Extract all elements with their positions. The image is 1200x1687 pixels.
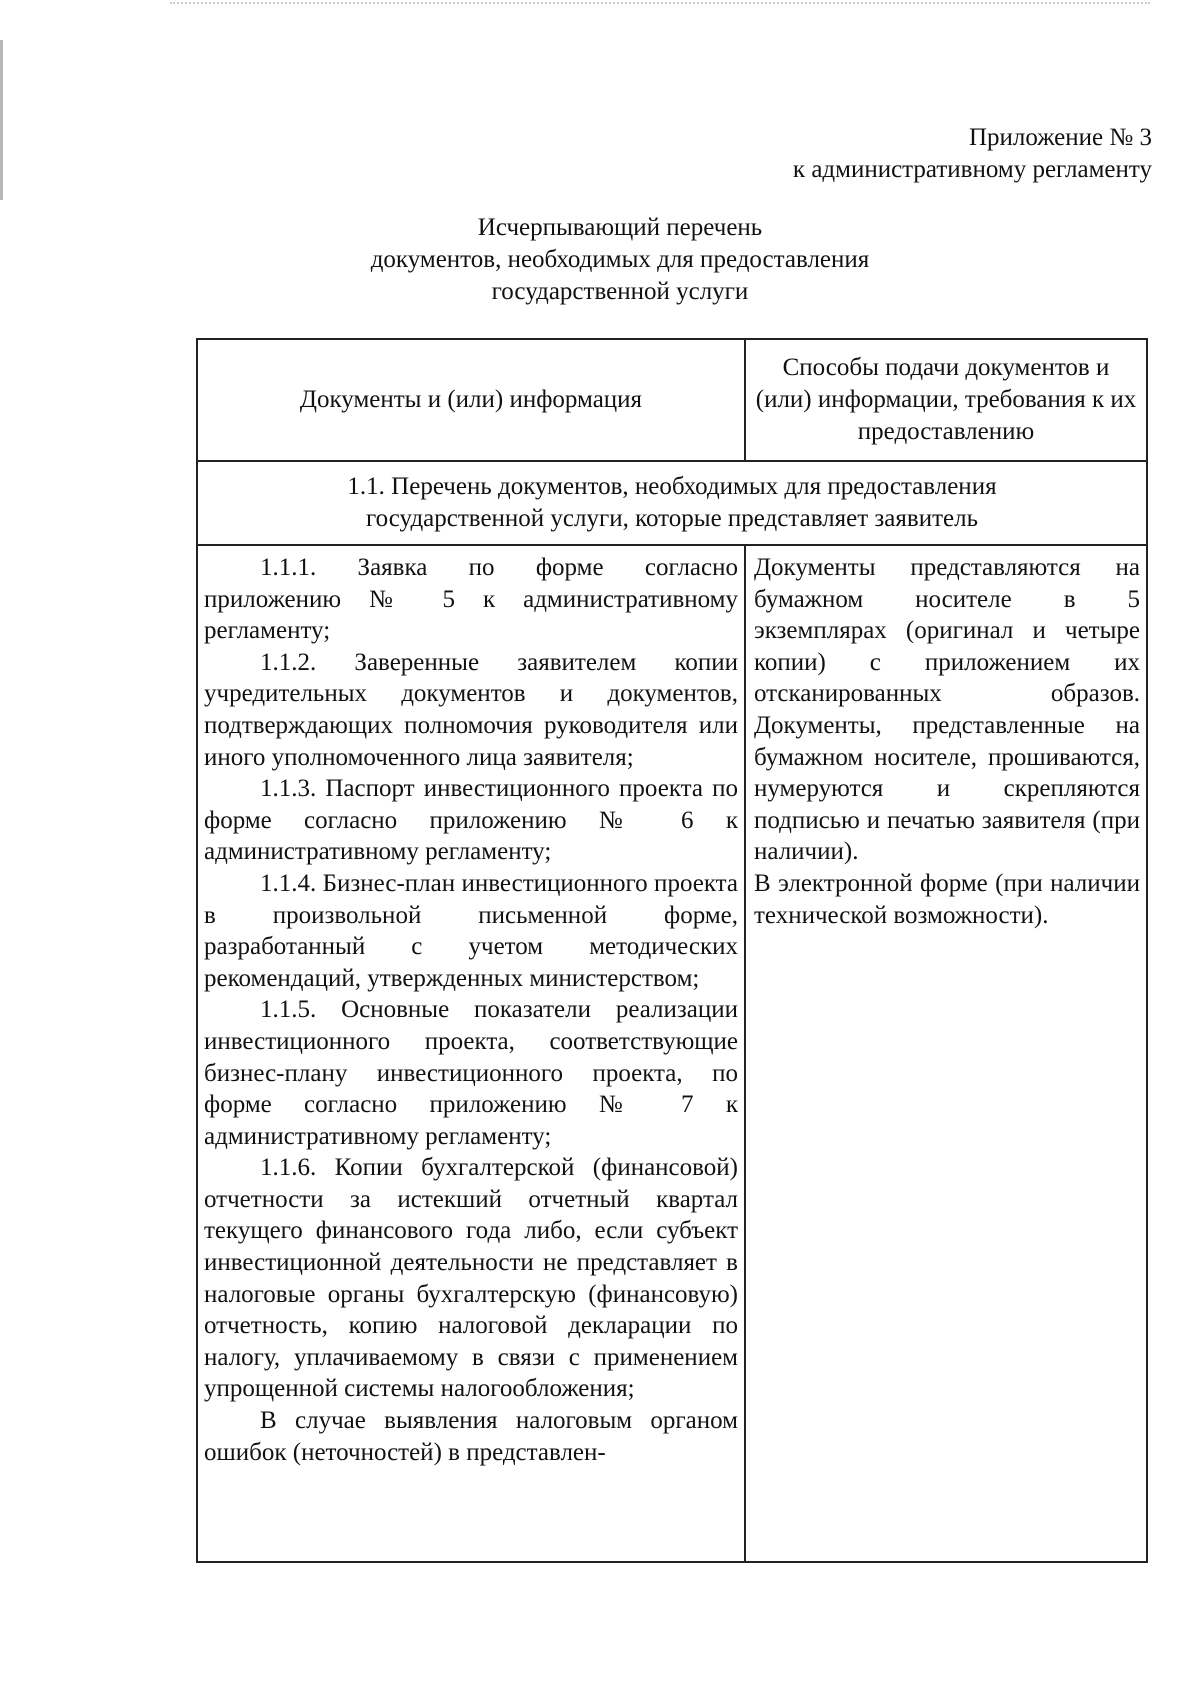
documents-list-cell xyxy=(197,545,745,1562)
document-item: 1.1.4. Бизнес-план инвестиционного проекта в произвольной письменной форме, разработанный с учетом методических рекомендаций, утвержденных министерством; xyxy=(204,869,738,992)
document-item: 1.1.6. Копии бухгалтерской (финансовой) отчетности за истекший отчетный квартал текущего финансового года либо, если субъект инвестиционной деятельности не представляет в налоговые органы бухгалтерскую (финансовую) отчетность, копию налоговой декларации по налогу, уплачиваемому в связи с применением упрощенной системы налогообложения; xyxy=(204,1154,738,1403)
submission-methods-cell xyxy=(745,545,1147,1562)
attachment-number: Приложение № 3 xyxy=(968,124,1152,151)
document-title xyxy=(300,212,940,308)
title-line-1: Исчерпывающий перечень xyxy=(477,214,763,241)
document-item: 1.1.5. Основные показатели реализации инвестиционного проекта, соответствующие бизнес-плану инвестиционного проекта, по форме согласно приложению № 7 к административному регламенту; xyxy=(204,996,738,1150)
document-item: В случае выявления налоговым органом ошибок (неточностей) в представлен- xyxy=(204,1407,738,1466)
scan-edge-left xyxy=(0,40,3,200)
scan-edge-top xyxy=(170,2,1150,8)
section-heading-line-1: 1.1. Перечень документов, необходимых для предоставления xyxy=(347,473,997,500)
title-line-2: документов, необходимых для предоставления xyxy=(370,246,870,273)
section-heading-1-1 xyxy=(197,461,1147,545)
document-item: 1.1.2. Заверенные заявителем копии учредительных документов и документов, подтверждающих полномочия руководителя или иного уполномоченного лица заявителя; xyxy=(204,648,738,771)
attachment-regulation: к административному регламенту xyxy=(792,156,1152,183)
attachment-reference xyxy=(793,122,1152,186)
title-line-3: государственной услуги xyxy=(491,278,749,305)
column-header-documents: Документы и (или) информация xyxy=(197,339,745,461)
submission-method: В электронной форме (при наличии технической возможности). xyxy=(754,869,1140,929)
submission-method: Документы представляются на бумажном носителе в 5 экземплярах (оригинал и четыре копии) с приложением их отсканированных образов. Документы, представленные на бумажном носителе, прошиваются, нумеруются и скрепляются подписью и печатью заявителя (при наличии). xyxy=(754,554,1140,866)
section-heading-line-2: государственной услуги, которые представляет заявитель xyxy=(366,505,978,532)
column-header-submission-methods: Способы подачи документов и (или) информации, требования к их предоставлению xyxy=(745,339,1147,461)
documents-table xyxy=(196,338,1148,1563)
table-row xyxy=(197,545,1147,1562)
section-row xyxy=(197,461,1147,545)
document-item: 1.1.3. Паспорт инвестиционного проекта по форме согласно приложению № 6 к административному регламенту; xyxy=(204,775,738,866)
document-item: 1.1.1. Заявка по форме согласно приложению № 5 к административному регламенту; xyxy=(204,554,738,645)
table-header-row xyxy=(197,339,1147,461)
